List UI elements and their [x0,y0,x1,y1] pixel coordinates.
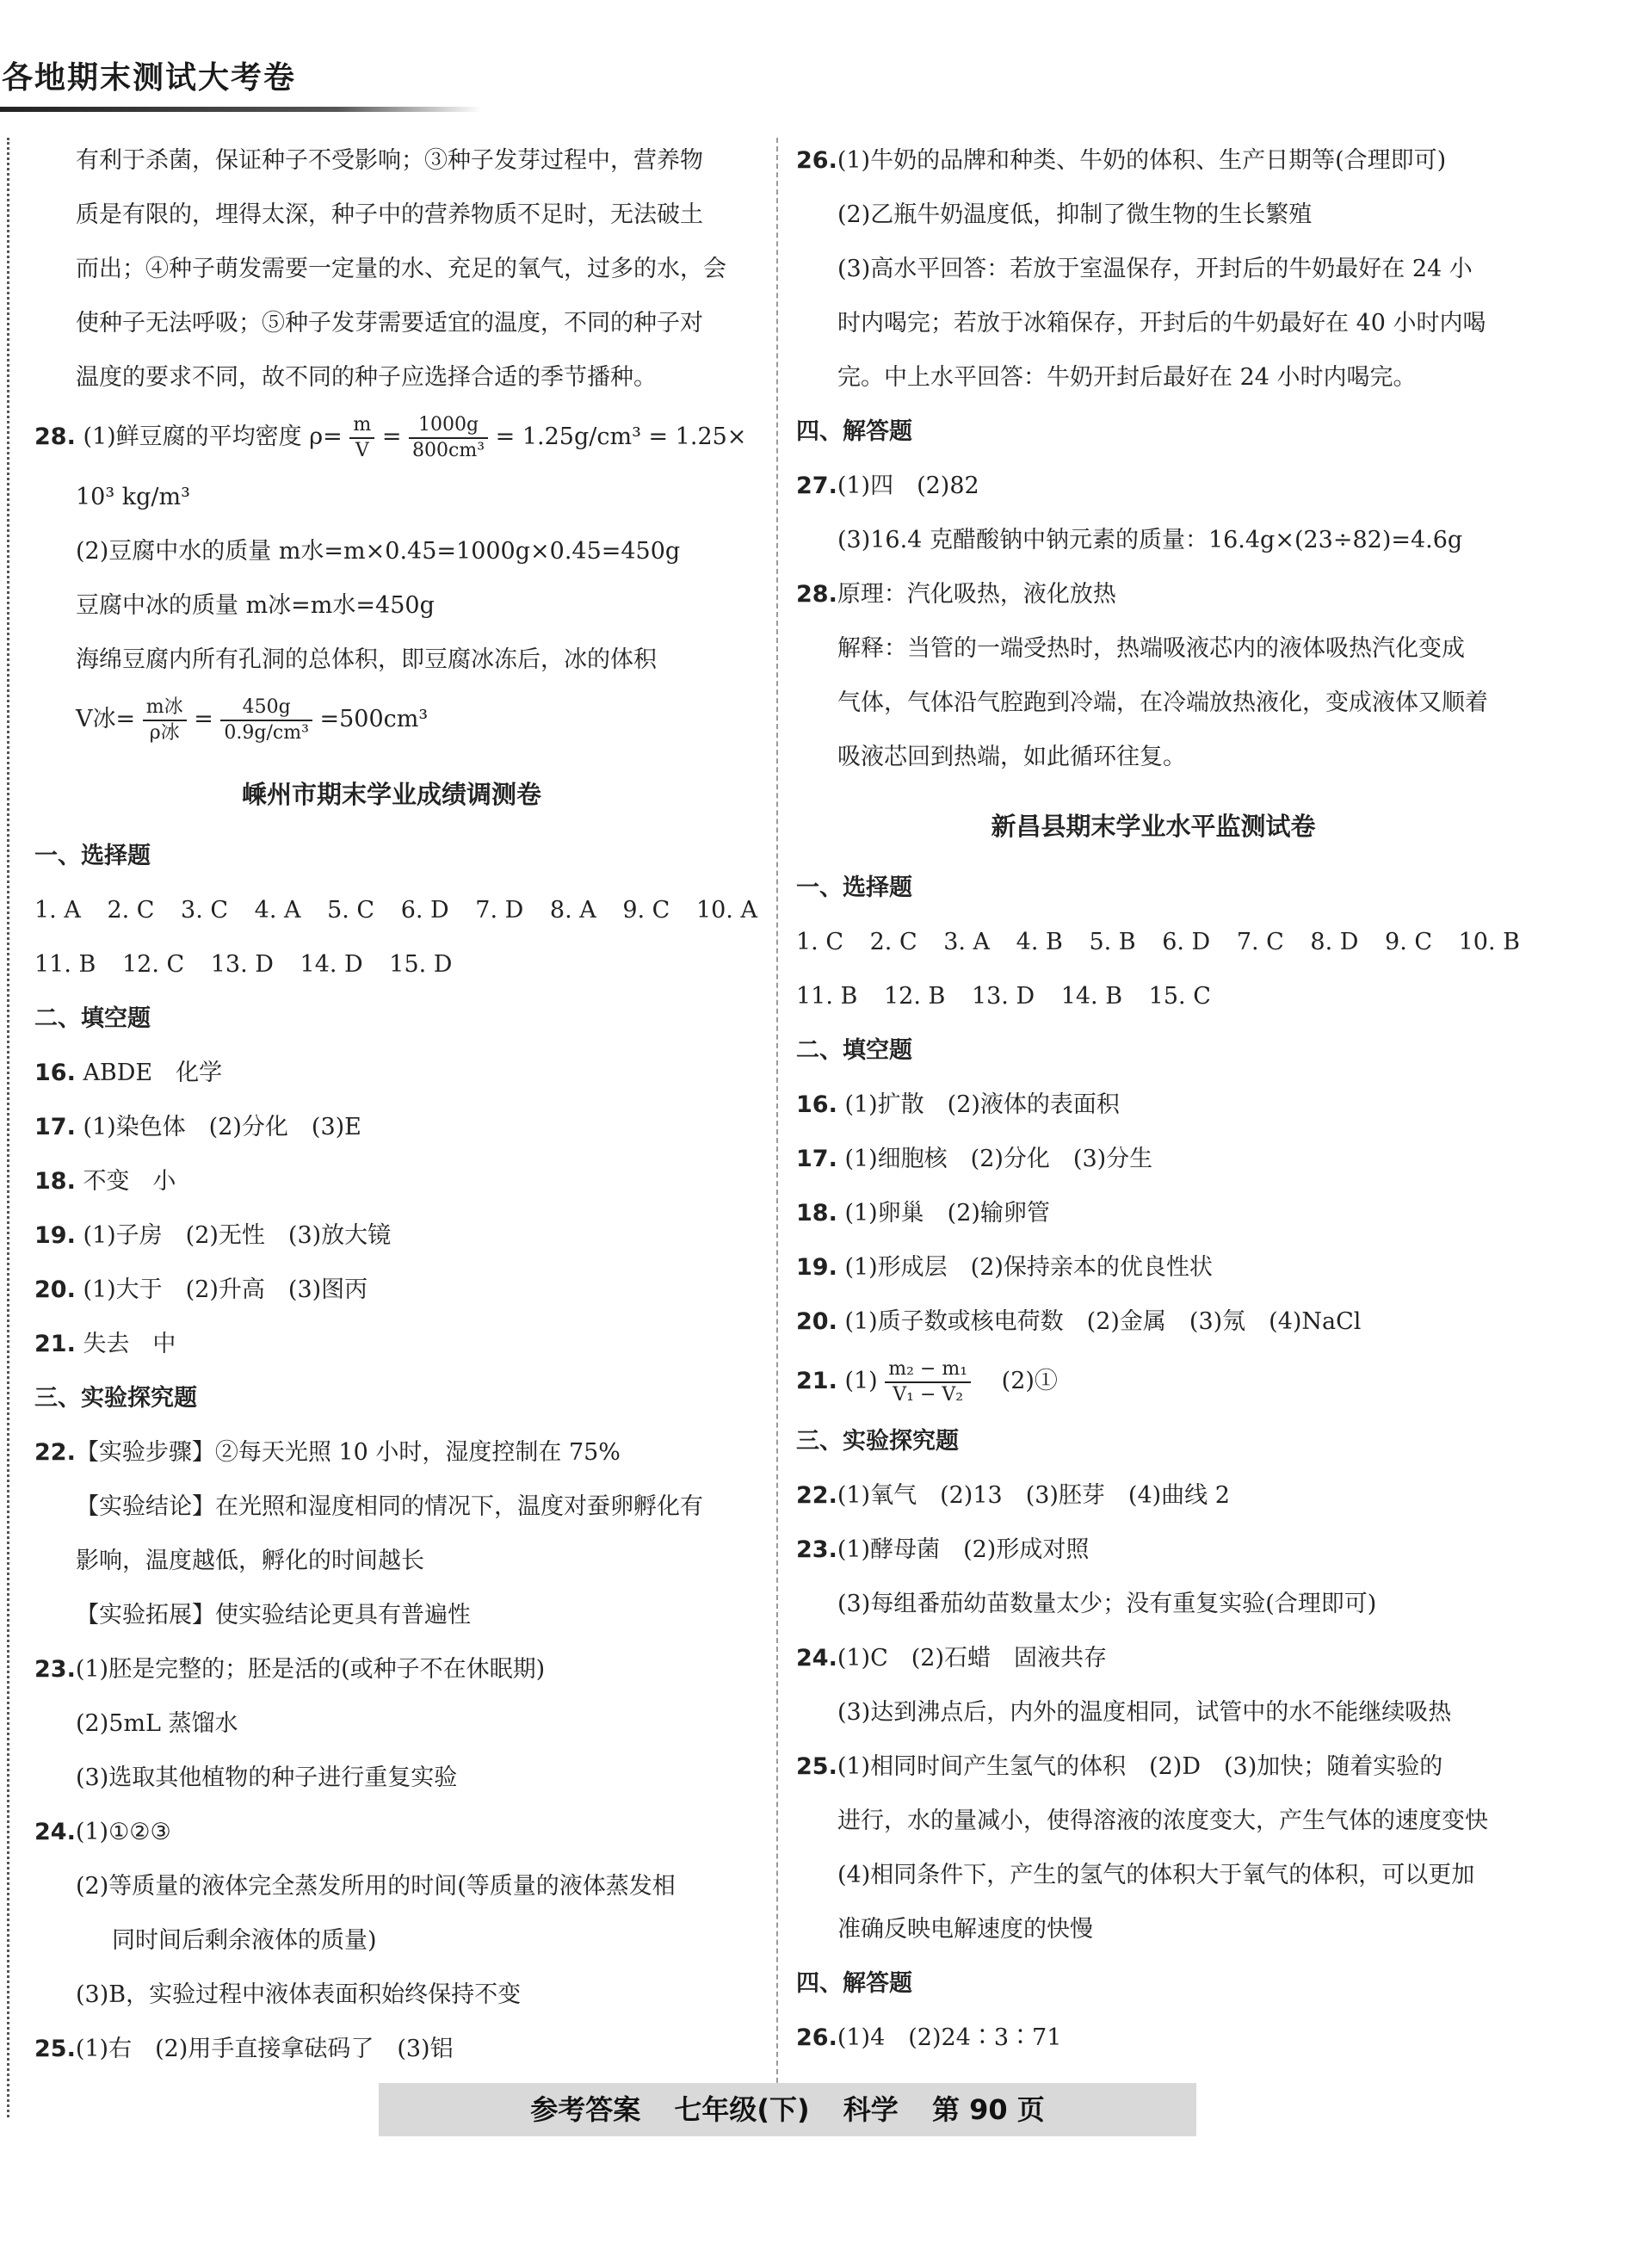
fraction [220,695,312,745]
answer-text: 原理：汽化吸热，液化放热 [837,581,1116,608]
choice-answer: 2. C [869,929,917,955]
choice-answer: 8. A [549,897,596,924]
question-number: 17. [34,1114,76,1140]
question-number: 26. [796,147,837,174]
column-divider [776,138,778,2126]
exam-title: 新昌县期末学业水平监测试卷 [991,812,1316,841]
answer-text: ABDE 化学 [83,1060,223,1086]
header-title: 各地期末测试大考卷 [2,60,297,96]
text-line: 豆腐中冰的质量 m冰=m水=450g [76,592,435,619]
section-heading: 一、选择题 [796,874,912,901]
page-footer [379,2083,1196,2136]
text-line: (2)等质量的液体完全蒸发所用的时间(等质量的液体蒸发相 [76,1873,676,1900]
exp-answer [796,1631,1510,1685]
choice-answer: 3. A [943,929,991,955]
text-line: 气体，气体沿气腔跑到冷端，在冷端放热液化，变成液体又顺着 [837,689,1488,716]
section-heading: 二、填空题 [34,1005,151,1032]
left-column [34,133,757,2076]
footer-grade: 七年级(下) [674,2093,810,2126]
choice-answer: 11. B [796,983,858,1010]
text-line: 温度的要求不同，故不同的种子应选择合适的季节播种。 [76,364,657,391]
choice-answer: 12. B [883,983,946,1010]
denominator: 800cm³ [412,439,485,461]
numerator: m [349,413,374,439]
q28-line1 [34,405,749,470]
text-line: (2)5mL 蒸馏水 [76,1710,238,1737]
q28-formula-ice [34,687,749,752]
q23-line [34,1642,749,1696]
exp-answer: 进行，水的量减小，使得溶液的浓度变大，产生气体的速度变快 [837,1808,1488,1834]
text-line: 【实验拓展】使实验结论更具有普遍性 [76,1602,471,1628]
answer-text: (1)4 (2)24∶3∶71 [837,2024,1062,2051]
question-number: 20. [796,1308,837,1335]
fill-answer [796,1132,1510,1186]
fill-answer [34,1208,749,1263]
fill-answer [796,1240,1510,1295]
answer-text: (1)牛奶的品牌和种类、牛奶的体积、生产日期等(合理即可) [837,147,1447,174]
choice-answer: 2. C [107,897,155,924]
text-line: 时内喝完；若放于冰箱保存，开封后的牛奶最好在 40 小时内喝 [837,310,1486,337]
exp-answer [796,1740,1510,1794]
answer-text: (2)① [978,1368,1058,1394]
fraction [409,413,488,463]
choice-answer: 13. D [971,983,1035,1010]
formula-text: (1)鲜豆腐的平均密度 ρ= [83,423,343,450]
question-number: 19. [796,1254,837,1281]
text-line: 解释：当管的一端受热时，热端吸液芯内的液体吸热汽化变成 [837,635,1465,662]
denominator: ρ冰 [149,721,180,744]
right-column [796,133,1520,2065]
exp-answer [796,1468,1510,1523]
numerator: m₂ − m₁ [885,1357,971,1383]
formula-text: =500cm³ [319,706,429,732]
choice-answer: 13. D [210,951,274,978]
q24-line [34,1805,749,1859]
fill-answer [796,1186,1510,1240]
text-line: 而出；④种子萌发需要一定量的水、充足的氧气，过多的水，会 [76,256,726,282]
answer-text: 失去 中 [83,1331,176,1357]
text-line: (2)豆腐中水的质量 m水=m×0.45=1000g×0.45=450g [76,538,681,565]
answer-text: 【实验步骤】②每天光照 10 小时，湿度控制在 75% [75,1439,621,1466]
text-line: 质是有限的，埋得太深，种子中的营养物质不足时，无法破土 [76,201,703,228]
answer-text: (1)胚是完整的；胚是活的(或种子不在休眠期) [75,1656,546,1683]
question-number: 20. [34,1276,76,1303]
exp-answer: 准确反映电解速度的快慢 [837,1916,1093,1943]
fraction [143,695,187,745]
choice-answer: 14. D [300,951,363,978]
fill-answer [34,1046,749,1100]
text-line: 有利于杀菌，保证种子不受影响；③种子发芽过程中，营养物 [76,147,703,174]
text-line: (3)高水平回答：若放于室温保存，开封后的牛奶最好在 24 小 [837,256,1473,282]
fill-answer [796,1078,1510,1132]
question-number: 21. [796,1368,837,1394]
choice-answer: 9. C [622,897,670,924]
section-heading: 三、实验探究题 [796,1428,959,1455]
choice-answer: 11. B [34,951,96,978]
choice-answer: 1. A [34,897,81,924]
question-number: 27. [796,473,837,499]
question-number: 28. [796,581,837,608]
answer-text: (1)扩散 (2)液体的表面积 [844,1091,1120,1118]
text-line: (3)16.4 克醋酸钠中钠元素的质量：16.4g×(23÷82)=4.6g [837,527,1463,553]
formula-text: = [381,423,402,450]
text-line: (2)乙瓶牛奶温度低，抑制了微生物的生长繁殖 [837,201,1313,228]
question-number: 25. [34,2036,76,2062]
question-number: 16. [34,1060,76,1086]
choice-answer: 3. C [181,897,229,924]
formula-text: = [194,706,213,732]
choice-answer: 5. C [327,897,375,924]
answer-row [796,969,1510,1023]
q22-line [34,1425,749,1480]
choice-answer: 12. C [121,951,185,978]
fill-answer [796,1295,1510,1349]
question-number: 19. [34,1222,76,1249]
question-number: 18. [34,1168,76,1195]
fraction [885,1357,971,1407]
fill-answer [34,1154,749,1208]
exam-title: 嵊州市期末学业成绩调测卷 [241,780,541,809]
exp-answer: (3)达到沸点后，内外的温度相同，试管中的水不能继续吸热 [837,1699,1452,1726]
q28-line [796,567,1510,621]
choice-answer: 9. C [1385,929,1433,955]
answer-text: (1)①②③ [75,1819,171,1845]
text-line: 吸液芯回到热端，如此循环往复。 [837,744,1186,770]
text-line: (3)B，实验过程中液体表面积始终保持不变 [76,1981,522,2008]
section-heading: 一、选择题 [34,843,151,869]
choice-answer: 5. B [1089,929,1136,955]
question-number: 24. [796,1645,837,1672]
choice-answer: 15. C [1148,983,1211,1010]
question-number: 23. [796,1536,837,1563]
choice-answer: 10. A [695,897,757,924]
q25-line [34,2022,749,2076]
question-number: 16. [796,1091,837,1118]
text-line: 同时间后剩余液体的质量) [112,1927,377,1954]
text-line: (3)选取其他植物的种子进行重复实验 [76,1764,458,1791]
text-line: 10³ kg/m³ [76,484,190,510]
answer-text: (1)大于 (2)升高 (3)图丙 [83,1276,368,1303]
choice-answer: 15. D [389,951,453,978]
choice-answer: 7. C [1236,929,1284,955]
answer-text: (1)质子数或核电荷数 (2)金属 (3)氖 (4)NaCl [844,1308,1362,1335]
exp-answer: (4)相同条件下，产生的氢气的体积大于氧气的体积，可以更加 [837,1862,1475,1888]
choice-answer: 10. B [1458,929,1520,955]
q27-line [796,459,1510,513]
text-line: 海绵豆腐内所有孔洞的总体积，即豆腐冰冻后，冰的体积 [76,646,657,673]
numerator: 1000g [409,413,488,439]
text-line: 【实验结论】在光照和湿度相同的情况下，温度对蚕卵孵化有 [76,1493,703,1520]
fraction [349,413,374,463]
answer-text: (1)相同时间产生氢气的体积 (2)D (3)加快；随着实验的 [837,1753,1443,1780]
text-line: 完。中上水平回答：牛奶开封后最好在 24 小时内喝完。 [837,364,1417,391]
choice-answer: 7. D [475,897,524,924]
formula-text: = 1.25g/cm³ = 1.25× [495,423,747,450]
question-number: 21. [34,1331,76,1357]
choice-answer: 14. B [1060,983,1123,1010]
text-line: 使种子无法呼吸；⑤种子发芽需要适宜的温度，不同的种子对 [76,310,703,337]
exp-answer [796,1523,1510,1577]
question-number: 22. [796,1482,837,1509]
question-number: 23. [34,1656,76,1683]
q26-line [796,133,1510,188]
denominator: V [355,439,369,461]
answer-text: (1)酵母菌 (2)形成对照 [837,1536,1090,1563]
answer-text: (1)C (2)石蜡 固液共存 [837,1645,1107,1672]
footer-label: 参考答案 [530,2093,641,2126]
section-heading: 二、填空题 [796,1037,912,1064]
answer-row [796,915,1520,969]
choice-answer: 4. B [1016,929,1063,955]
fill-answer [34,1263,749,1317]
answer-row [34,883,757,937]
answer-text: (1)卵巢 (2)输卵管 [844,1200,1050,1227]
answer-text: (1)四 (2)82 [837,473,979,499]
choice-answer: 4. A [254,897,301,924]
footer-subject: 科学 [843,2093,899,2126]
answer-text: (1)子房 (2)无性 (3)放大镜 [83,1222,392,1249]
choice-answer: 1. C [796,929,844,955]
q26b-line [796,2011,1510,2065]
header-rule [0,107,482,112]
question-number: 24. [34,1819,76,1845]
choice-answer: 8. D [1310,929,1359,955]
exp-answer: (3)每组番茄幼苗数量太少；没有重复实验(合理即可) [837,1591,1377,1617]
question-number: 18. [796,1200,837,1227]
formula-text: V冰= [76,706,136,732]
q21-line [796,1349,1510,1414]
answer-text: (1)氧气 (2)13 (3)胚芽 (4)曲线 2 [837,1482,1230,1509]
answer-text: 不变 小 [83,1168,176,1195]
footer-page: 第 90 页 [931,2093,1045,2126]
numerator: m冰 [143,695,187,721]
section-heading: 三、实验探究题 [34,1385,197,1412]
question-number: 25. [796,1753,837,1780]
question-number: 17. [796,1146,837,1172]
question-number: 28. [34,423,76,450]
question-number: 22. [34,1439,76,1466]
answer-text: (1) [844,1368,878,1394]
section-heading: 四、解答题 [796,418,912,445]
question-number: 26. [796,2024,837,2051]
denominator: 0.9g/cm³ [224,721,309,744]
numerator: 450g [220,695,312,721]
answer-text: (1)染色体 (2)分化 (3)E [83,1114,361,1140]
answer-row [34,937,749,992]
denominator: V₁ − V₂ [893,1383,964,1406]
text-line: 影响，温度越低，孵化的时间越长 [76,1548,424,1574]
fill-answer [34,1317,749,1371]
answer-text: (1)右 (2)用手直接拿砝码了 (3)铝 [75,2036,454,2062]
choice-answer: 6. D [1162,929,1211,955]
answer-text: (1)形成层 (2)保持亲本的优良性状 [844,1254,1213,1281]
section-heading: 四、解答题 [796,1970,912,1997]
answer-text: (1)细胞核 (2)分化 (3)分生 [844,1146,1153,1172]
fill-answer [34,1100,749,1154]
choice-answer: 6. D [400,897,449,924]
binding-dots [7,138,9,2117]
